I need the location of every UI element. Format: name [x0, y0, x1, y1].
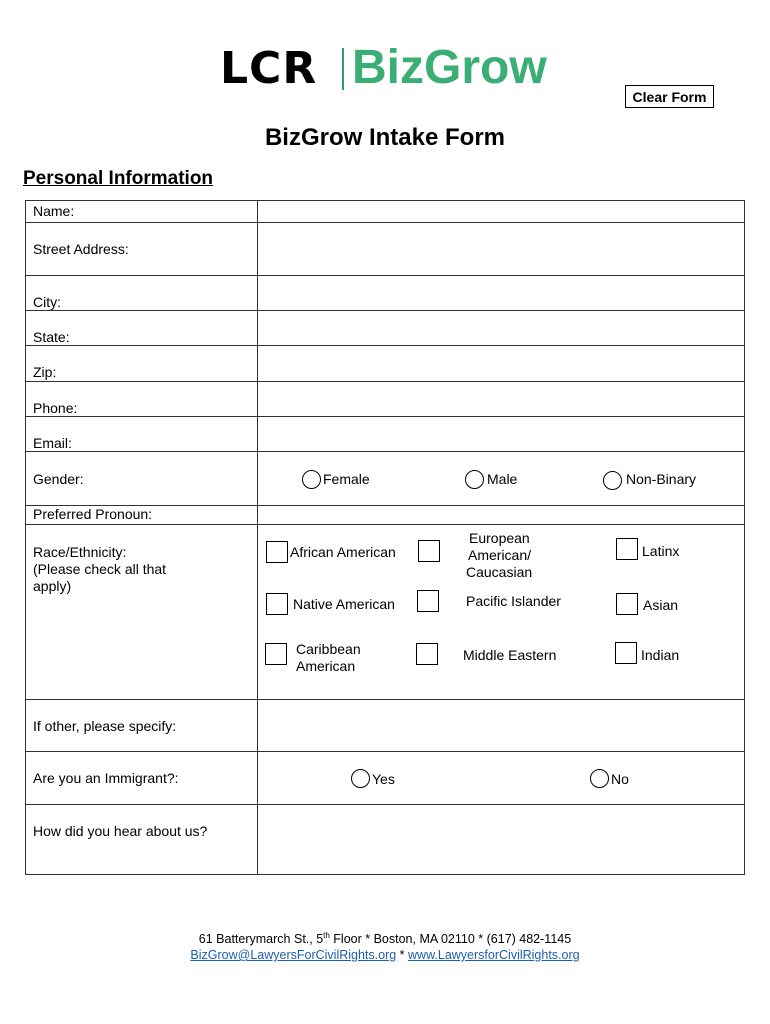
- street-address-field[interactable]: [258, 223, 744, 275]
- asian-label: Asian: [643, 597, 679, 613]
- city-label: City:: [33, 294, 61, 310]
- row-divider: [25, 524, 745, 525]
- native-american-label: Native American: [293, 596, 395, 612]
- street-address-label: Street Address:: [33, 241, 129, 257]
- middle-eastern-label: Middle Eastern: [463, 647, 557, 663]
- immigrant-yes-label: Yes: [372, 771, 395, 787]
- section-heading: Personal Information: [23, 168, 214, 189]
- phone-field[interactable]: [258, 382, 744, 416]
- clear-form-button[interactable]: Clear Form: [625, 85, 714, 108]
- footer-address: [0, 931, 770, 946]
- african-american-label: African American: [290, 544, 396, 560]
- hear-about-field[interactable]: [258, 805, 744, 874]
- indian-checkbox[interactable]: [615, 642, 637, 664]
- pacific-islander-label: Pacific Islander: [466, 593, 561, 609]
- other-specify-field[interactable]: [258, 700, 744, 751]
- other-label: If other, please specify:: [33, 718, 177, 734]
- non-binary-radio[interactable]: [603, 471, 622, 490]
- row-divider: [25, 451, 745, 452]
- name-field[interactable]: [258, 201, 744, 222]
- phone-label: Phone:: [33, 400, 78, 416]
- lcr-logo: LCR: [220, 43, 318, 94]
- gender-label: Gender:: [33, 471, 84, 487]
- email-field[interactable]: [258, 417, 744, 451]
- footer-contact: [0, 948, 770, 962]
- row-divider: [25, 751, 745, 752]
- footer-email-link[interactable]: BizGrow@LawyersForCivilRights.org: [190, 948, 397, 962]
- footer-address-sup: th: [323, 931, 330, 940]
- latinx-label: Latinx: [642, 543, 680, 559]
- male-radio[interactable]: [465, 470, 484, 489]
- pronoun-field[interactable]: [258, 506, 744, 524]
- european-american-label: European: [469, 530, 530, 546]
- footer-address-text: Floor * Boston, MA 02110 * (617) 482-1145: [329, 932, 572, 947]
- race-label-note: (Please check all that: [33, 561, 167, 577]
- european-american-checkbox[interactable]: [418, 540, 440, 562]
- middle-eastern-checkbox[interactable]: [416, 643, 438, 665]
- bizgrow-logo: BizGrow: [352, 41, 547, 94]
- caribbean-american-label: American: [296, 658, 356, 674]
- state-label: State:: [33, 329, 70, 345]
- pronoun-label: Preferred Pronoun:: [33, 506, 153, 522]
- african-american-checkbox[interactable]: [266, 541, 288, 563]
- asian-checkbox[interactable]: [616, 593, 638, 615]
- state-field[interactable]: [258, 311, 744, 345]
- footer-separator: *: [396, 948, 409, 962]
- female-radio[interactable]: [302, 470, 321, 489]
- pacific-islander-checkbox[interactable]: [417, 590, 439, 612]
- caribbean-american-label: Caribbean: [296, 641, 361, 657]
- european-american-label: Caucasian: [466, 564, 533, 580]
- hear-about-label: How did you hear about us?: [33, 823, 208, 839]
- caribbean-american-checkbox[interactable]: [265, 643, 287, 665]
- female-label: Female: [323, 471, 370, 487]
- immigrant-label: Are you an Immigrant?:: [33, 770, 179, 786]
- footer-address-text: 61 Batterymarch St., 5: [198, 932, 324, 947]
- immigrant-no-radio[interactable]: [590, 769, 609, 788]
- race-label-note: apply): [33, 578, 72, 594]
- immigrant-yes-radio[interactable]: [351, 769, 370, 788]
- city-field[interactable]: [258, 276, 744, 310]
- male-label: Male: [487, 471, 518, 487]
- email-label: Email:: [33, 435, 72, 451]
- form-title: BizGrow Intake Form: [264, 124, 506, 151]
- immigrant-no-label: No: [611, 771, 629, 787]
- native-american-checkbox[interactable]: [266, 593, 288, 615]
- logo-divider: [342, 48, 344, 90]
- zip-field[interactable]: [258, 346, 744, 381]
- non-binary-label: Non-Binary: [626, 471, 697, 487]
- european-american-label: American/: [468, 547, 532, 563]
- zip-label: Zip:: [33, 364, 57, 380]
- latinx-checkbox[interactable]: [616, 538, 638, 560]
- race-label: Race/Ethnicity:: [33, 544, 127, 560]
- indian-label: Indian: [641, 647, 680, 663]
- name-label: Name:: [33, 203, 75, 219]
- footer-website-link[interactable]: www.LawyersforCivilRights.org: [408, 948, 580, 962]
